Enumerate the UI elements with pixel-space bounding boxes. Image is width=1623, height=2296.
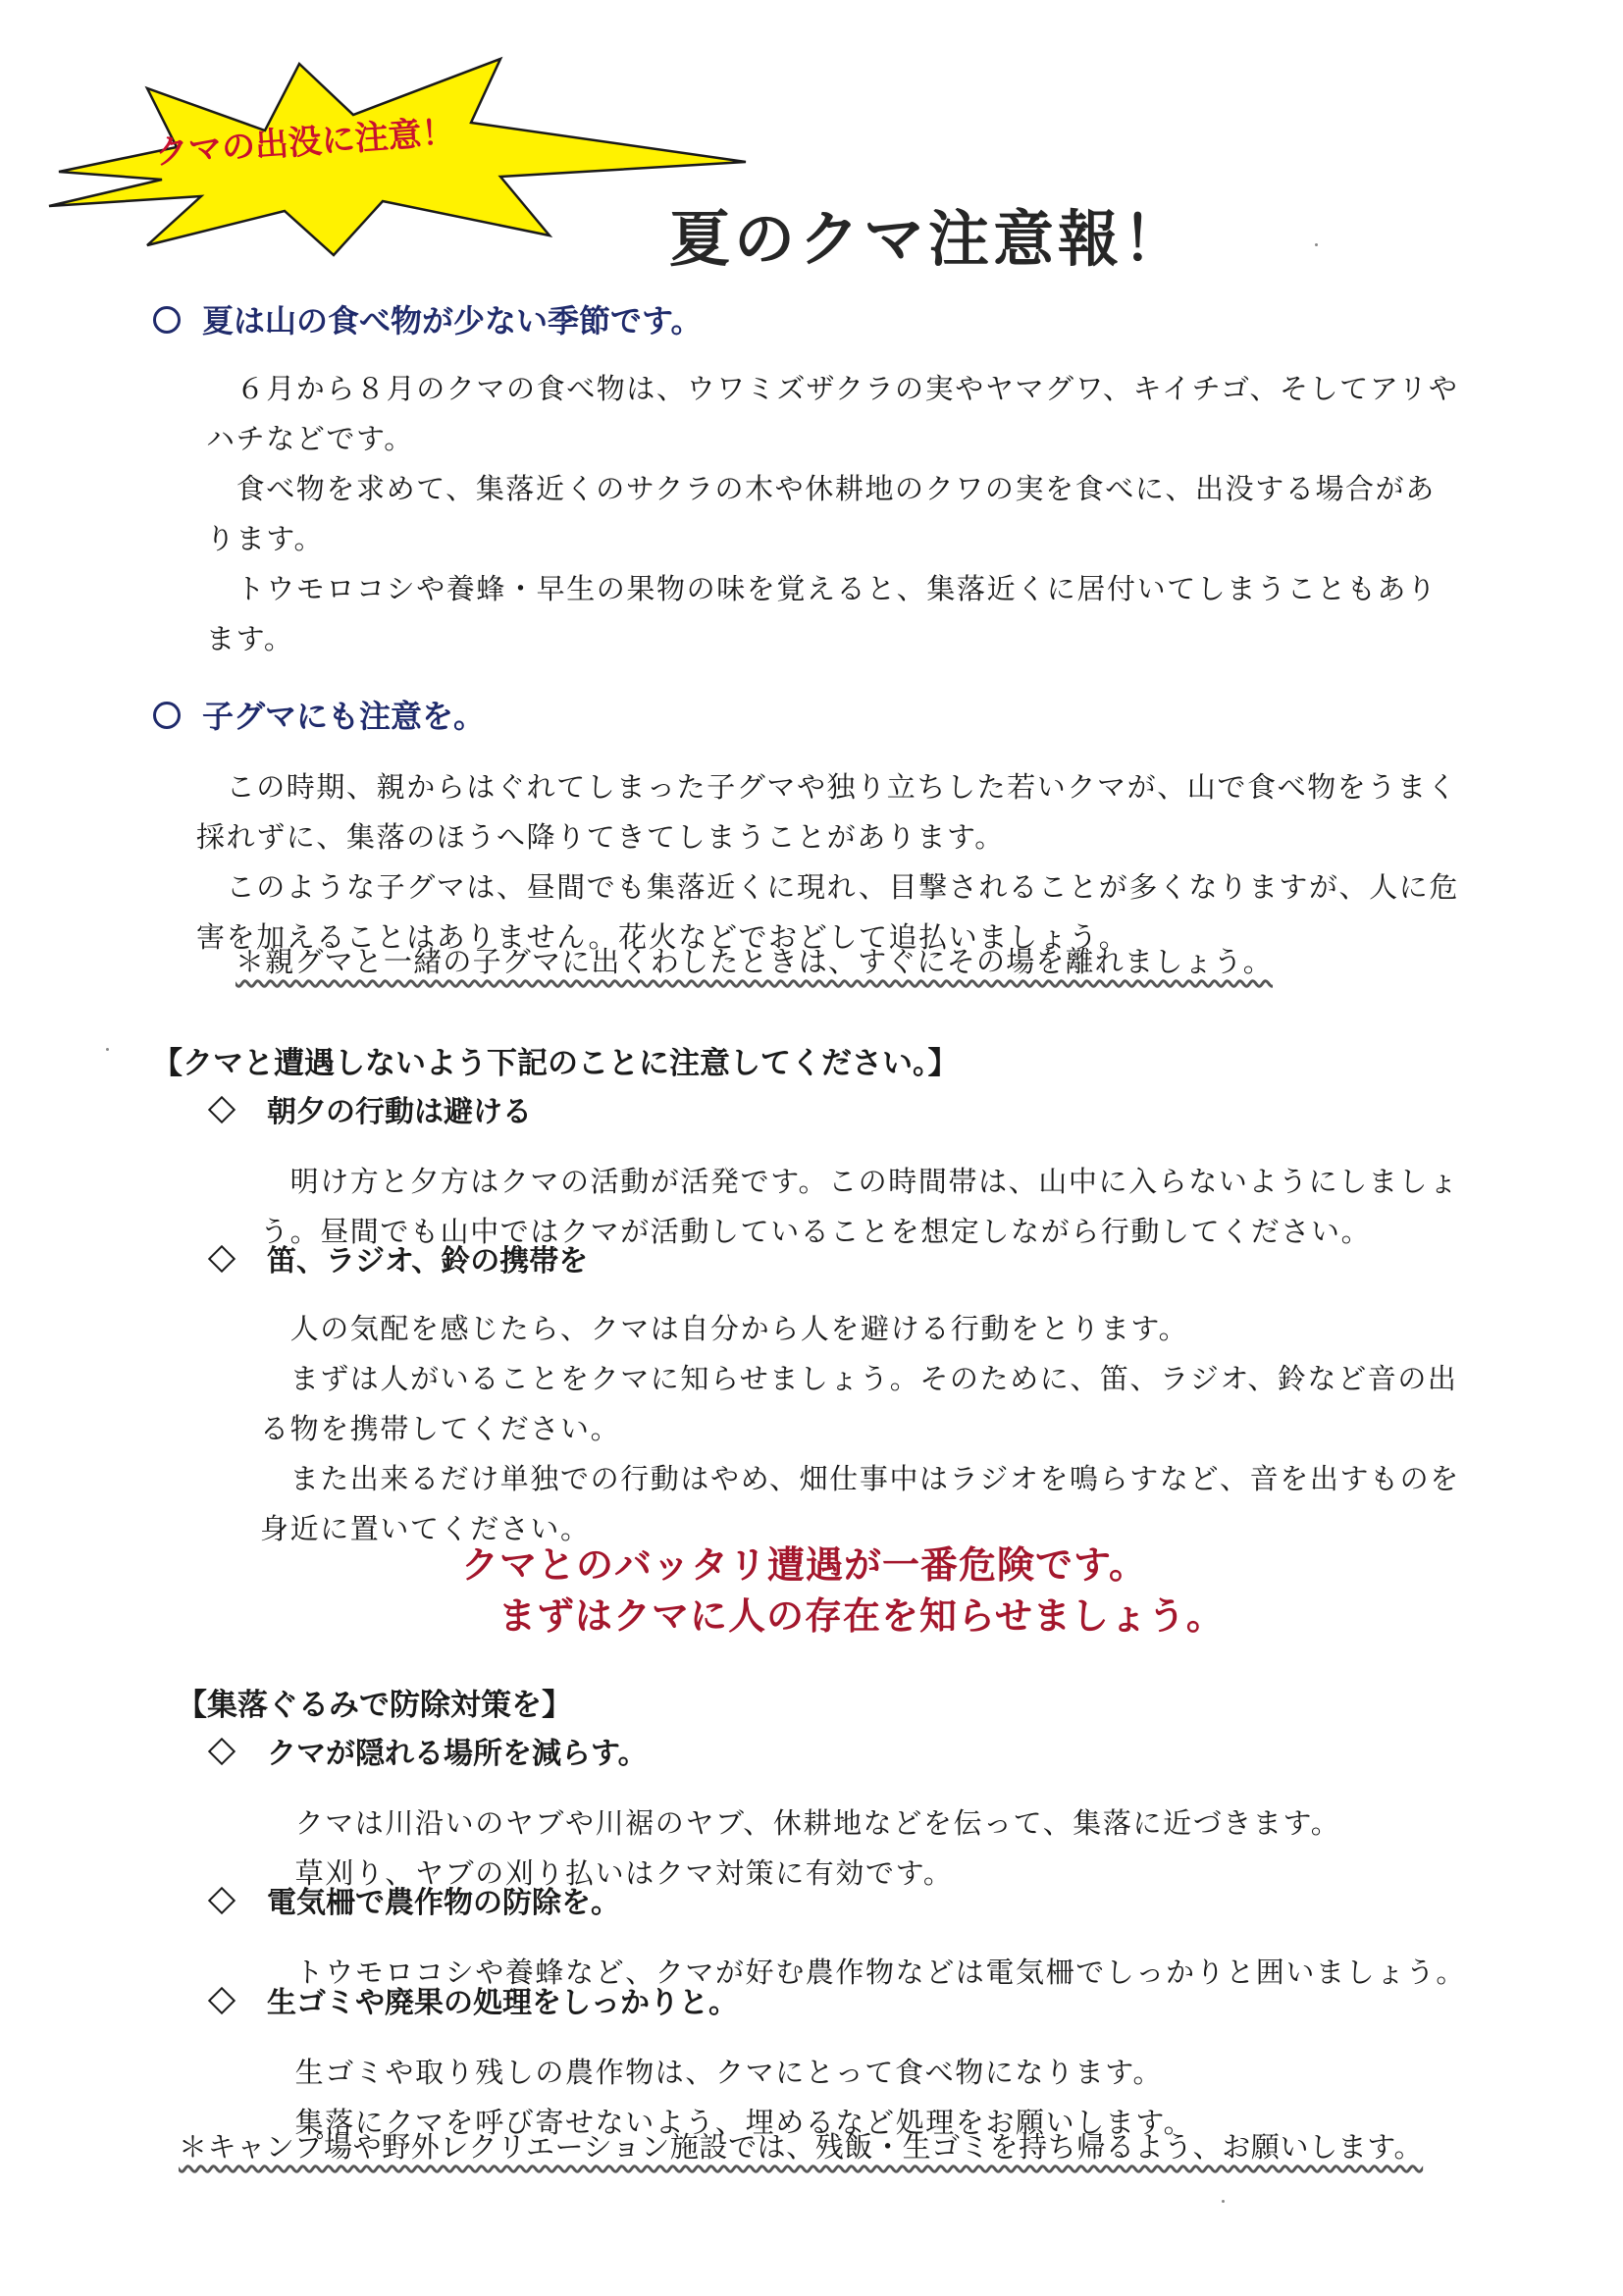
- section-heading-summer-food: [153, 296, 702, 341]
- item-title: 生ゴミや廃果の処理をしっかりと。: [267, 1986, 738, 2020]
- circle-bullet-icon: [153, 306, 181, 334]
- diamond-bullet-icon: [208, 1887, 236, 1914]
- diamond-bullet-icon: [208, 1096, 236, 1123]
- starburst-icon: [39, 54, 765, 265]
- paragraph: ６月から８月のクマの食べ物は、ウワミズザクラの実やヤマグワ、キイチゴ、そしてアリやハチなどです。: [206, 372, 1459, 455]
- item-heading-whistle-radio-bell: [206, 1236, 588, 1279]
- section-heading-text: 夏は山の食べ物が少ない季節です。: [202, 302, 703, 339]
- bear-alert-label: クマの出没に注意！: [153, 112, 456, 173]
- avoid-encounter-heading: 【クマと遭遇しないよう下記のことに注意してください。】: [152, 1046, 959, 1081]
- scan-speck: [106, 1048, 109, 1051]
- circle-bullet-icon: [153, 702, 181, 729]
- item-heading-garbage: [206, 1978, 738, 2021]
- paragraph: トウモロコシや養蜂・早生の果物の味を覚えると、集落近くに居付いてしまうこともあります。: [206, 572, 1438, 655]
- paragraph: 集落にクマを呼び寄せないよう、埋めるなど処理をお願いします。: [265, 2106, 1194, 2139]
- cub-note: ＊親グマと一緒の子グマに出くわしたときは、すぐにその場を離れましょう。: [236, 945, 1274, 978]
- item-heading-reduce-hiding: [206, 1729, 648, 1772]
- paragraph: トウモロコシや養蜂など、クマが好む農作物などは電気柵でしっかりと囲いましょう。: [265, 1956, 1467, 1989]
- diamond-bullet-icon: [208, 1245, 236, 1273]
- paragraph: クマは川沿いのヤブや川裾のヤブ、休耕地などを伝って、集落に近づきます。: [265, 1806, 1341, 1840]
- paragraph: この時期、親からはぐれてしまった子グマや独り立ちした若いクマが、山で食べ物をうまく採れずに、集落のほうへ降りてきてしまうことがあります。: [196, 770, 1458, 854]
- paragraph: まずは人がいることをクマに知らせましょう。そのために、笛、ラジオ、鈴など音の出る物を携帯してください。: [260, 1362, 1458, 1445]
- warning-line-1: クマとのバッタリ遭遇が一番危険です。: [461, 1543, 1147, 1587]
- paragraph: 明け方と夕方はクマの活動が活発です。この時間帯は、山中に入らないようにしましょう。昼間でも山中ではクマが活動していることを想定しながら行動してください。: [260, 1165, 1459, 1248]
- diamond-bullet-icon: [208, 1987, 236, 2014]
- paragraph: 草刈り、ヤブの刈り払いはクマ対策に有効です。: [265, 1856, 954, 1890]
- warning-line-2: まずはクマに人の存在を知らせましょう。: [498, 1594, 1225, 1638]
- item-heading-morning-evening: [206, 1087, 532, 1130]
- paragraph: 人の気配を感じたら、クマは自分から人を避ける行動をとります。: [260, 1312, 1189, 1345]
- paragraph: 食べ物を求めて、集落近くのサクラの木や休耕地のクワの実を食べに、出没する場合があります。: [206, 472, 1436, 555]
- paragraph: 生ゴミや取り残しの農作物は、クマにとって食べ物になります。: [265, 2056, 1164, 2089]
- paragraph: また出来るだけ単独での行動はやめ、畑仕事中はラジオを鳴らすなど、音を出すものを身近に置いてください。: [260, 1462, 1460, 1545]
- scan-speck: [1315, 243, 1318, 246]
- item-title: 電気柵で農作物の防除を。: [267, 1886, 620, 1920]
- section-heading-text: 子グマにも注意を。: [202, 698, 486, 735]
- item-title: 朝夕の行動は避ける: [267, 1095, 532, 1129]
- paragraph: このような子グマは、昼間でも集落近くに現れ、目撃されることが多くなりますが、人に危害を加えることはありません。花火などでおどして追払いましょう。: [196, 870, 1459, 954]
- campsite-note: ＊キャンプ場や野外レクリエーション施設では、残飯・生ゴミを持ち帰るよう、お願いします。: [179, 2130, 1424, 2164]
- item-heading-electric-fence: [206, 1878, 620, 1921]
- diamond-bullet-icon: [208, 1738, 236, 1765]
- section-heading-cubs: [153, 692, 485, 737]
- page-title: 夏のクマ注意報！: [669, 202, 1188, 275]
- community-measures-heading: 【集落ぐるみで防除対策を】: [177, 1688, 572, 1723]
- item-title: 笛、ラジオ、鈴の携帯を: [267, 1244, 589, 1278]
- item-title: クマが隠れる場所を減らす。: [267, 1737, 648, 1771]
- scan-speck: [1222, 2200, 1225, 2203]
